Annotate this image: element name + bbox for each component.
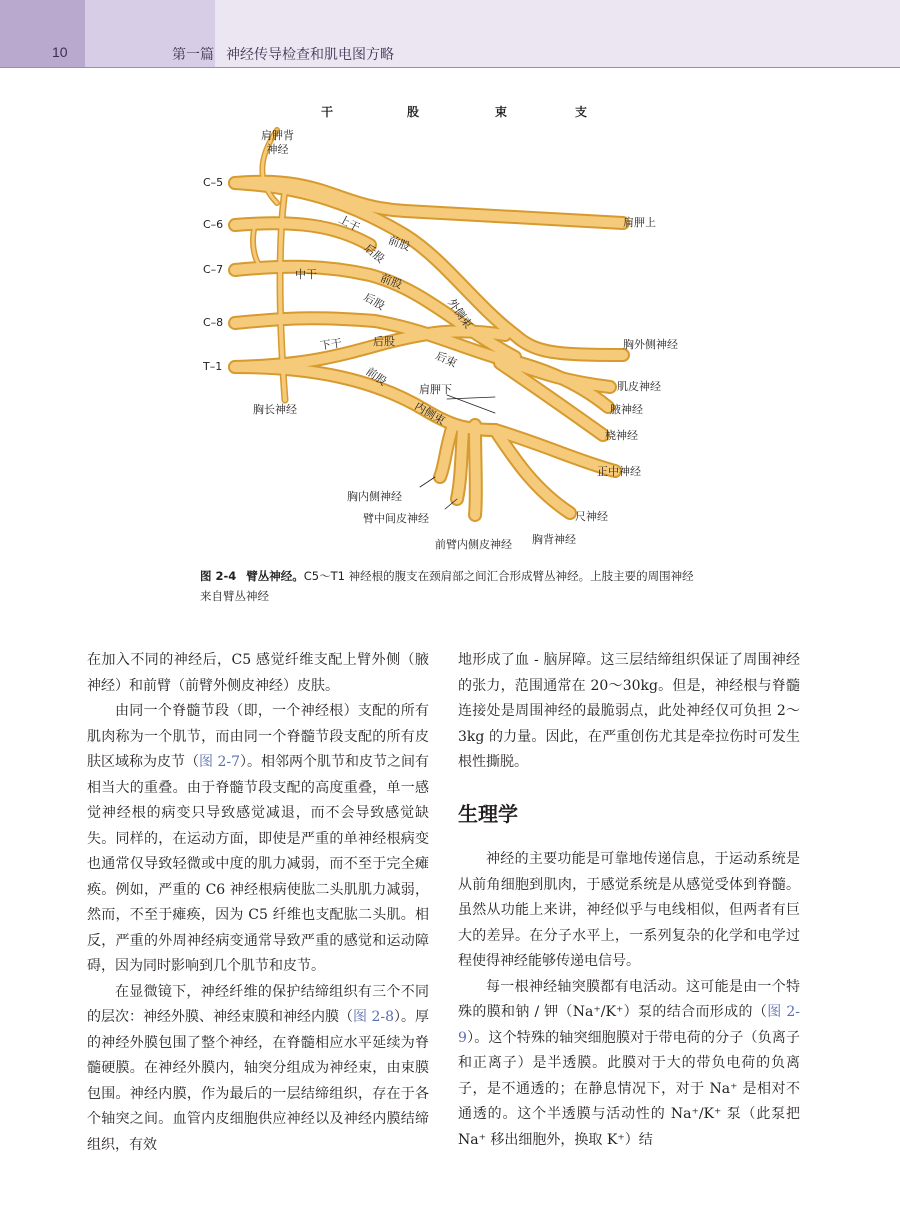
label-dorsal-scapular: 肩胛背 神经 — [261, 129, 294, 156]
right-paragraph-3-a: 每一根神经轴突膜都有电活动。这可能是由一个特殊的膜和钠 / 钾（Na⁺/K⁺）泵的结合而形成的（ — [458, 978, 800, 1020]
left-column — [87, 648, 429, 1158]
label-posterior-division-2: 后股 — [361, 290, 388, 313]
label-medial-cord: 内侧束 — [412, 399, 448, 428]
root-c6: C–6 — [203, 218, 224, 231]
left-paragraph-3-b: ）。厚的神经外膜包围了整个神经，在脊髓相应水平延续为脊髓硬膜。在神经外膜内，轴突分组成为神经束，由束膜包围。神经内膜，作为最后的一层结缔组织，存在于各个轴突之间。血管内皮细胞供应神经以及神经内膜结缔组织，有效 — [87, 1009, 429, 1153]
running-head-part: 第一篇 — [172, 47, 214, 63]
label-lower-trunk: 下干 — [319, 336, 343, 353]
label-medial-pectoral: 胸内侧神经 — [347, 490, 402, 503]
left-paragraph-3-a: 在显微镜下，神经纤维的保护结缔组织有三个不同的层次：神经外膜、神经束膜和神经内膜（ — [87, 983, 429, 1025]
root-c5: C–5 — [203, 176, 224, 189]
label-posterior-division-3: 后股 — [373, 335, 395, 348]
label-long-thoracic: 胸长神经 — [253, 403, 297, 416]
left-paragraph-2 — [87, 699, 429, 980]
label-middle-trunk: 中干 — [295, 268, 317, 281]
root-t1: T–1 — [203, 360, 223, 373]
label-anterior-division-2: 前股 — [378, 271, 404, 292]
label-subscapular: 肩胛下 — [419, 383, 452, 396]
nerve-fill-group — [235, 130, 623, 515]
label-ulnar: 尺神经 — [575, 510, 608, 523]
left-paragraph-2-a: 由同一个脊髓节段（即，一个神经根）支配的所有肌肉称为一个肌节，而由同一个脊髓节段支配的所有皮肤区域称为皮节（ — [87, 703, 429, 770]
label-medial-brachial-cutaneous: 臂中间皮神经 — [363, 512, 429, 525]
figure-caption — [200, 566, 700, 606]
brachial-plexus-figure — [195, 95, 715, 565]
label-cords: 束 — [495, 105, 508, 119]
running-head — [172, 44, 394, 64]
right-paragraph-2: 神经的主要功能是可靠地传递信息，于运动系统是从前角细胞到肌肉，于感觉系统是从感觉受体到脊髓。虽然从功能上来讲，神经似乎与电线相似，但两者有巨大的差异。在分子水平上，一系列复杂的化学和电学过程使得神经能够传递电信号。 — [458, 851, 800, 969]
right-paragraph-3-b: ）。这个特殊的轴突细胞膜对于带电荷的分子（负离子和正离子）是半透膜。此膜对于大的带负电荷的负离子，是不通透的；在静息情况下，对于 Na⁺ 是相对不通透的。这个半透膜与活动性的 Na⁺/K⁺ 泵（此泵把 Na⁺ 移出细胞外，换取 K⁺）结 — [458, 1029, 800, 1148]
label-branches: 支 — [575, 105, 588, 119]
figure-ref-2-9[interactable]: 图 2-9 — [458, 1004, 800, 1046]
left-paragraph-2-b: ）。相邻两个肌节和皮节之间有相当大的重叠。由于脊髓节段支配的高度重叠，单一感觉神经根的病变只导致感觉减退，而不会导致感觉缺失。同样的，在运动方面，即使是严重的单神经根病变也通常仅导致轻微或中度的肌力减弱，而不至于完全瘫痪。例如，严重的 C6 神经根病使肱二头肌肌力减弱，然而，不至于瘫痪，因为 C5 纤维也支配肱二头肌。相反，严重的外周神经病变通常导致严重的感觉和运动障碍，因为同时影响到几个肌节和皮节。 — [87, 754, 429, 974]
figure-ref-2-8[interactable]: 图 2-8 — [353, 1009, 394, 1025]
label-trunks: 干 — [321, 105, 334, 119]
label-radial: 桡神经 — [605, 429, 638, 442]
nerve-outlines — [235, 130, 623, 515]
page-number-block — [0, 0, 85, 68]
root-c7: C–7 — [203, 263, 224, 276]
root-c8: C–8 — [203, 316, 224, 329]
label-lateral-cord: 外侧束 — [445, 296, 475, 331]
label-posterior-division-1: 后股 — [361, 241, 387, 266]
left-paragraph-3 — [87, 980, 429, 1159]
right-paragraph-1: 地形成了血 - 脑屏障。这三层结缔组织保证了周围神经的张力，范围通常在 20～30kg。但是，神经根与脊髓连接处是周围神经的最脆弱点，此处神经仅可负担 2～3kg 的力量。因此，在严重创伤尤其是牵拉伤时可发生根性撕脱。 — [458, 652, 800, 770]
label-median: 正中神经 — [597, 465, 641, 478]
label-suprascapular: 肩胛上 — [623, 216, 656, 229]
caption-title: 臂丛神经。 — [246, 569, 304, 583]
label-thoracodorsal: 胸背神经 — [532, 533, 576, 546]
label-divisions: 股 — [407, 105, 420, 119]
label-upper-trunk: 上干 — [336, 212, 362, 235]
running-head-title: 神经传导检查和肌电图方略 — [226, 47, 394, 63]
left-paragraph-1: 在加入不同的神经后，C5 感觉纤维支配上臂外侧（腋神经）和前臂（前臂外侧皮神经）皮肤。 — [87, 652, 429, 694]
label-posterior-cord: 后束 — [433, 349, 459, 371]
label-lateral-pectoral: 胸外侧神经 — [623, 338, 678, 351]
caption-text: C5～T1 神经根的腹支在颈肩部之间汇合形成臂丛神经。上肢主要的周围神经来自臂丛神经 — [200, 569, 694, 603]
header-divider — [0, 67, 900, 68]
right-paragraph-3 — [458, 975, 800, 1154]
brachial-plexus-diagram — [195, 95, 715, 565]
label-axillary: 腋神经 — [610, 403, 643, 416]
page-header — [0, 0, 900, 68]
page-number: 10 — [52, 44, 68, 60]
caption-label: 图 2-4 — [200, 569, 237, 583]
figure-ref-2-7[interactable]: 图 2-7 — [199, 754, 240, 770]
label-anterior-division-3: 前股 — [363, 364, 390, 389]
label-anterior-division-1: 前股 — [386, 233, 412, 254]
label-medial-antebrachial-cutaneous: 前臂内侧皮神经 — [435, 538, 512, 551]
right-column — [458, 648, 800, 1153]
section-heading-physiology: 生理学 — [458, 801, 518, 826]
label-musculocutaneous: 肌皮神经 — [617, 380, 661, 393]
